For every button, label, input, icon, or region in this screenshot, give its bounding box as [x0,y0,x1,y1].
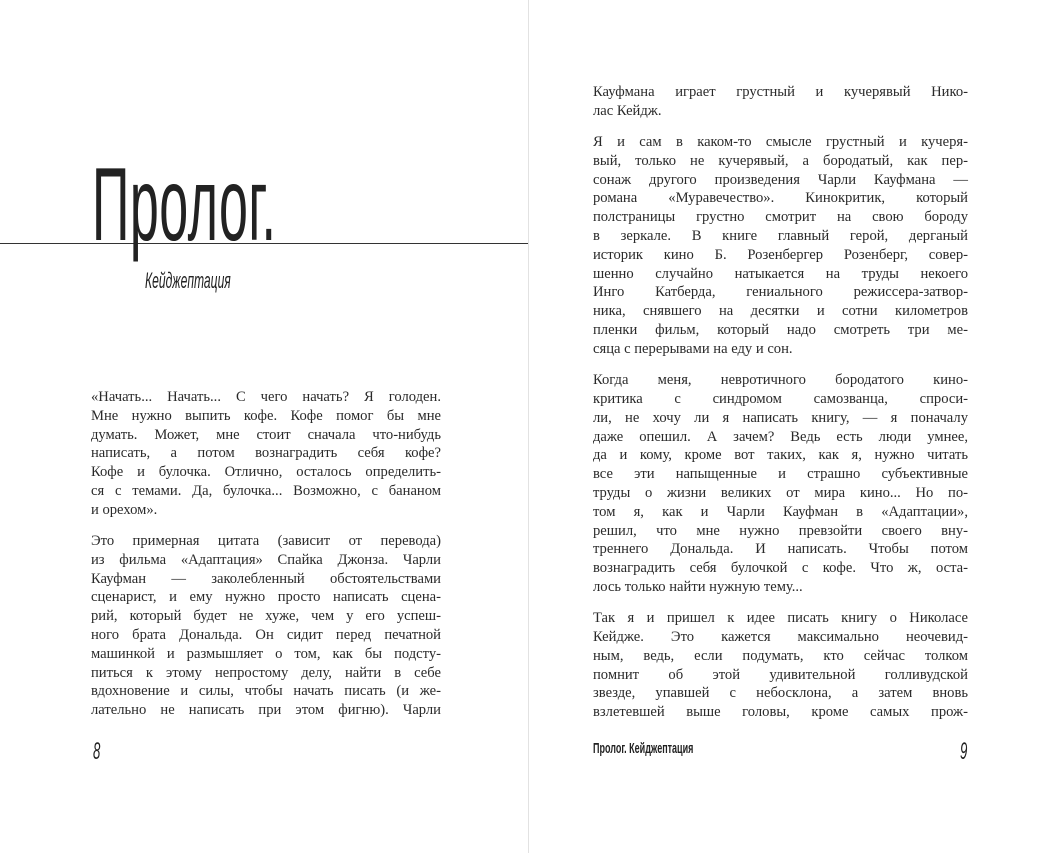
paragraph [91,388,441,520]
text-line: из фильма «Адаптация» Спайка Джонза. Чарли [91,551,441,568]
text-line: да и кому, кроме вот таких, как я, нужно читать [593,447,968,464]
text-line: написать, а потом вознаградить себя кофе? [91,445,441,462]
text-line: вдохновение и силы, чтобы начать писать (и же- [91,683,441,700]
text-line: Инго Катберда, гениального режиссера-затвор- [593,284,968,301]
right-body-text [593,83,968,735]
text-line: решил, что мне нужно превзойти своего вну- [593,522,968,539]
text-line: труды о жизни великих от мира кино... Но по- [593,484,968,501]
text-line: ника, снявшего на десятки и сотни километров [593,303,968,320]
text-line: Так я и пришел к идее писать книгу о Николасе [593,610,968,627]
paragraph [91,532,441,720]
paragraph [593,371,968,597]
text-line: треннего Дональда. И написать. Чтобы потом [593,541,968,558]
text-line: все эти напыщенные и страшно субъективные [593,466,968,483]
text-line: звезде, упавшей с небосклона, а затем вновь [593,685,968,702]
left-page [0,0,529,853]
text-line: критика с синдромом самозванца, спроси- [593,390,968,407]
text-line: романа «Муравечество». Кинокритик, который [593,190,968,207]
text-line: ного брата Дональда. Он сидит перед печатной [91,627,441,644]
text-line: Когда меня, невротичного бородатого кино- [593,372,968,389]
chapter-subtitle: Кейджептация [145,268,231,293]
text-line: лось только найти нужную тему... [593,578,803,595]
text-line: Я и сам в каком-то смысле грустный и кучеря- [593,134,968,151]
left-body-text [91,388,441,733]
page-number-left: 8 [93,738,101,765]
text-line: думать. Может, мне стоит сначала что-нибудь [91,426,441,443]
text-line: Кауфман — заколебленный обстоятельствами [91,570,441,587]
paragraph [593,609,968,722]
text-line: сяца с перерывами на еду и сон. [593,340,793,357]
text-line: шенно случайно натыкается на труды некоего [593,265,968,282]
text-line: сценарист, и ему нужно просто написать сцена- [91,589,441,606]
text-line: помнит об этой удивительной голливудской [593,666,968,683]
text-line: лательно не написать при этом фигню). Чарли [91,702,441,719]
text-line: в зеркале. В книге главный герой, дерганый [593,228,968,245]
paragraph [593,83,968,121]
paragraph [593,133,968,359]
text-line: Это примерная цитата (зависит от перевода) [91,533,441,550]
text-line: Кофе и булочка. Отлично, осталось определить- [91,464,441,481]
text-line: Кейдже. Это кажется максимально неочевид- [593,629,968,646]
page-number-right: 9 [960,738,968,765]
text-line: ся с темами. Да, булочка... Возможно, с бананом [91,482,441,499]
text-line: пленки фильм, который надо смотреть три ме- [593,322,968,339]
text-line: том я, как и Чарли Кауфман в «Адаптации», [593,503,968,520]
text-line: «Начать... Начать... С чего начать? Я голоден. [91,389,441,405]
text-line: полстраницы грустно смотрит на свою бороду [593,209,968,226]
text-line: питься к этому непростому делу, найти в себе [91,664,441,681]
text-line: историк кино Б. Розенбергер Розенберг, совер- [593,246,968,263]
text-line: Мне нужно выпить кофе. Кофе помог бы мне [91,407,441,424]
text-line: сонаж другого произведения Чарли Кауфмана — [593,171,968,188]
right-page [529,0,1060,853]
chapter-title: Пролог. [92,147,277,263]
text-line: ли, не хочу ли я написать книгу, — я поначалу [593,409,968,426]
text-line: вый, только не кучерявый, а бородатый, как пер- [593,152,968,169]
text-line: машинкой и размышляет о том, как бы подсту- [91,645,441,662]
text-line: ным, ведь, если подумать, кто сейчас толком [593,647,968,664]
text-line: и орехом». [91,501,158,518]
text-line: вознаградить себя булочкой с кофе. Что ж, оста- [593,560,968,577]
text-line: рий, который будет не хуже, чем у его успеш- [91,608,441,625]
running-head: Пролог. Кейджептация [593,740,694,757]
text-line: взлетевшей выше головы, кроме самых прож- [593,704,968,721]
text-line: лас Кейдж. [593,102,662,119]
text-line: даже опешил. А зачем? Ведь есть люди умнее, [593,428,968,445]
text-line: Кауфмана играет грустный и кучерявый Нико- [593,84,968,100]
